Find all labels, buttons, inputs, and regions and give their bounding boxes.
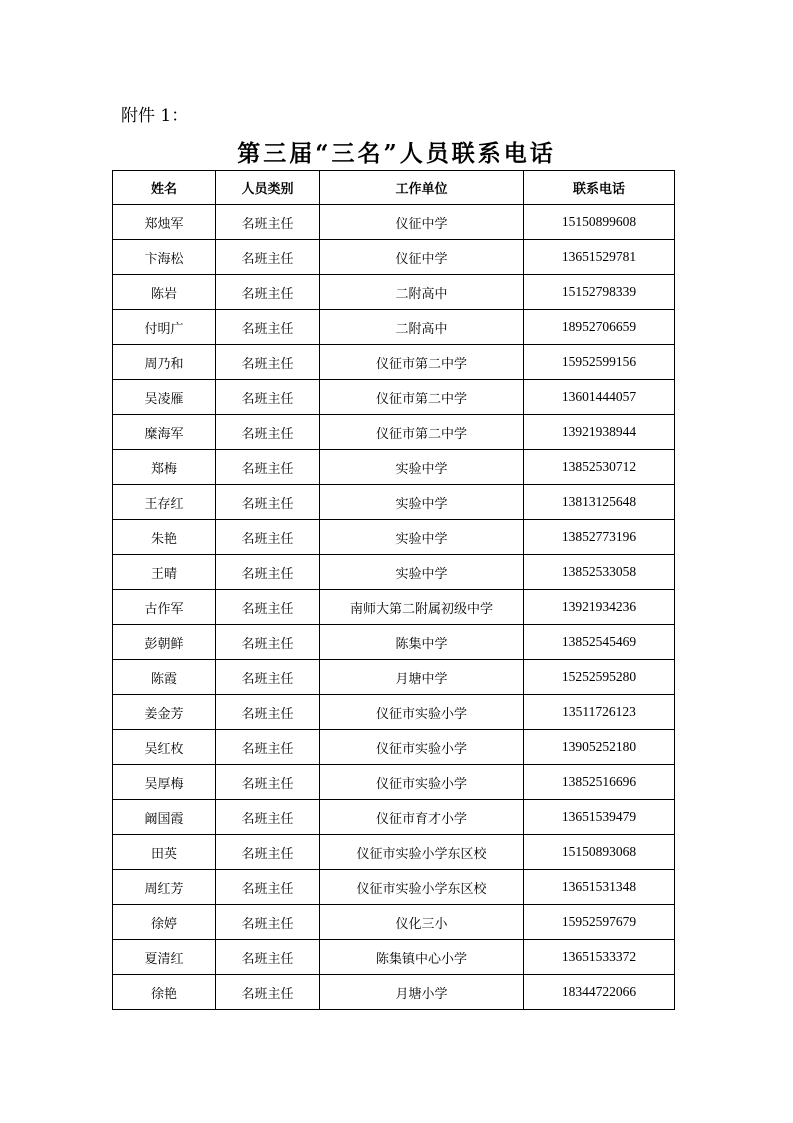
cell-name: 吴凌雁 <box>113 380 216 415</box>
cell-phone: 15952599156 <box>524 345 675 380</box>
cell-work-unit: 月塘小学 <box>320 975 524 1010</box>
table-row <box>113 520 675 555</box>
cell-name: 卞海松 <box>113 240 216 275</box>
table-row <box>113 415 675 450</box>
cell-work-unit: 仪征市实验小学 <box>320 765 524 800</box>
cell-category: 名班主任 <box>216 590 320 625</box>
table-row <box>113 940 675 975</box>
document-title: 第三届“三名”人员联系电话 <box>237 140 556 167</box>
cell-work-unit: 实验中学 <box>320 450 524 485</box>
cell-category: 名班主任 <box>216 240 320 275</box>
cell-name: 糜海军 <box>113 415 216 450</box>
cell-category: 名班主任 <box>216 415 320 450</box>
cell-category: 名班主任 <box>216 660 320 695</box>
table-row <box>113 625 675 660</box>
cell-phone: 15150893068 <box>524 835 675 870</box>
cell-category: 名班主任 <box>216 485 320 520</box>
cell-work-unit: 仪征市实验小学东区校 <box>320 835 524 870</box>
cell-category: 名班主任 <box>216 205 320 240</box>
cell-phone: 15252595280 <box>524 660 675 695</box>
cell-category: 名班主任 <box>216 695 320 730</box>
cell-category: 名班主任 <box>216 625 320 660</box>
cell-phone: 13921938944 <box>524 415 675 450</box>
cell-name: 周红芳 <box>113 870 216 905</box>
cell-name: 郑梅 <box>113 450 216 485</box>
cell-phone: 13852516696 <box>524 765 675 800</box>
cell-category: 名班主任 <box>216 380 320 415</box>
cell-name: 古作军 <box>113 590 216 625</box>
cell-phone: 18344722066 <box>524 975 675 1010</box>
cell-category: 名班主任 <box>216 555 320 590</box>
cell-work-unit: 仪征市实验小学 <box>320 730 524 765</box>
cell-work-unit: 仪征中学 <box>320 205 524 240</box>
table-row <box>113 275 675 310</box>
cell-name: 郑烛军 <box>113 205 216 240</box>
table-row <box>113 310 675 345</box>
cell-category: 名班主任 <box>216 520 320 555</box>
cell-category: 名班主任 <box>216 975 320 1010</box>
cell-phone: 13651539479 <box>524 800 675 835</box>
cell-work-unit: 仪化三小 <box>320 905 524 940</box>
cell-name: 阚国霞 <box>113 800 216 835</box>
table-row <box>113 380 675 415</box>
cell-name: 姜金芳 <box>113 695 216 730</box>
table-row <box>113 450 675 485</box>
cell-category: 名班主任 <box>216 835 320 870</box>
cell-category: 名班主任 <box>216 800 320 835</box>
table-row <box>113 485 675 520</box>
header-phone: 联系电话 <box>524 171 675 205</box>
header-name: 姓名 <box>113 171 216 205</box>
table-row <box>113 800 675 835</box>
cell-phone: 15150899608 <box>524 205 675 240</box>
cell-name: 陈霞 <box>113 660 216 695</box>
table-row <box>113 660 675 695</box>
cell-name: 徐婷 <box>113 905 216 940</box>
cell-phone: 13852530712 <box>524 450 675 485</box>
cell-phone: 13511726123 <box>524 695 675 730</box>
table-row <box>113 905 675 940</box>
cell-work-unit: 实验中学 <box>320 485 524 520</box>
cell-phone: 15152798339 <box>524 275 675 310</box>
cell-work-unit: 仪征中学 <box>320 240 524 275</box>
cell-category: 名班主任 <box>216 275 320 310</box>
table-row <box>113 555 675 590</box>
cell-name: 田英 <box>113 835 216 870</box>
cell-work-unit: 二附高中 <box>320 275 524 310</box>
cell-category: 名班主任 <box>216 765 320 800</box>
cell-work-unit: 实验中学 <box>320 520 524 555</box>
cell-name: 徐艳 <box>113 975 216 1010</box>
cell-name: 朱艳 <box>113 520 216 555</box>
table-row <box>113 765 675 800</box>
cell-name: 彭朝鲜 <box>113 625 216 660</box>
cell-work-unit: 陈集中学 <box>320 625 524 660</box>
cell-name: 王晴 <box>113 555 216 590</box>
cell-work-unit: 仪征市第二中学 <box>320 345 524 380</box>
cell-phone: 13601444057 <box>524 380 675 415</box>
table-row <box>113 695 675 730</box>
cell-category: 名班主任 <box>216 730 320 765</box>
table-row <box>113 345 675 380</box>
header-work-unit: 工作单位 <box>320 171 524 205</box>
table-header-row <box>113 171 675 205</box>
table-row <box>113 240 675 275</box>
cell-phone: 13921934236 <box>524 590 675 625</box>
table-body <box>113 205 675 1010</box>
cell-category: 名班主任 <box>216 450 320 485</box>
cell-work-unit: 仪征市实验小学 <box>320 695 524 730</box>
header-category: 人员类别 <box>216 171 320 205</box>
cell-phone: 13852545469 <box>524 625 675 660</box>
cell-category: 名班主任 <box>216 310 320 345</box>
cell-work-unit: 南师大第二附属初级中学 <box>320 590 524 625</box>
cell-work-unit: 实验中学 <box>320 555 524 590</box>
cell-work-unit: 月塘中学 <box>320 660 524 695</box>
cell-category: 名班主任 <box>216 940 320 975</box>
cell-work-unit: 仪征市第二中学 <box>320 415 524 450</box>
cell-work-unit: 仪征市第二中学 <box>320 380 524 415</box>
cell-phone: 13651531348 <box>524 870 675 905</box>
cell-work-unit: 仪征市育才小学 <box>320 800 524 835</box>
cell-name: 陈岩 <box>113 275 216 310</box>
table-row <box>113 590 675 625</box>
cell-phone: 13905252180 <box>524 730 675 765</box>
table-row <box>113 205 675 240</box>
cell-phone: 13813125648 <box>524 485 675 520</box>
cell-phone: 18952706659 <box>524 310 675 345</box>
cell-phone: 13852773196 <box>524 520 675 555</box>
cell-work-unit: 陈集镇中心小学 <box>320 940 524 975</box>
cell-name: 夏清红 <box>113 940 216 975</box>
cell-phone: 13651533372 <box>524 940 675 975</box>
table-row <box>113 730 675 765</box>
cell-phone: 13651529781 <box>524 240 675 275</box>
cell-name: 周乃和 <box>113 345 216 380</box>
cell-work-unit: 二附高中 <box>320 310 524 345</box>
cell-category: 名班主任 <box>216 870 320 905</box>
cell-phone: 13852533058 <box>524 555 675 590</box>
cell-name: 吴红枚 <box>113 730 216 765</box>
contact-table <box>112 170 675 1010</box>
cell-name: 吴厚梅 <box>113 765 216 800</box>
table-row <box>113 835 675 870</box>
table-row <box>113 870 675 905</box>
cell-name: 王存红 <box>113 485 216 520</box>
attachment-label: 附件 1： <box>121 106 189 126</box>
cell-category: 名班主任 <box>216 905 320 940</box>
cell-category: 名班主任 <box>216 345 320 380</box>
table-row <box>113 975 675 1010</box>
cell-phone: 15952597679 <box>524 905 675 940</box>
cell-work-unit: 仪征市实验小学东区校 <box>320 870 524 905</box>
cell-name: 付明广 <box>113 310 216 345</box>
